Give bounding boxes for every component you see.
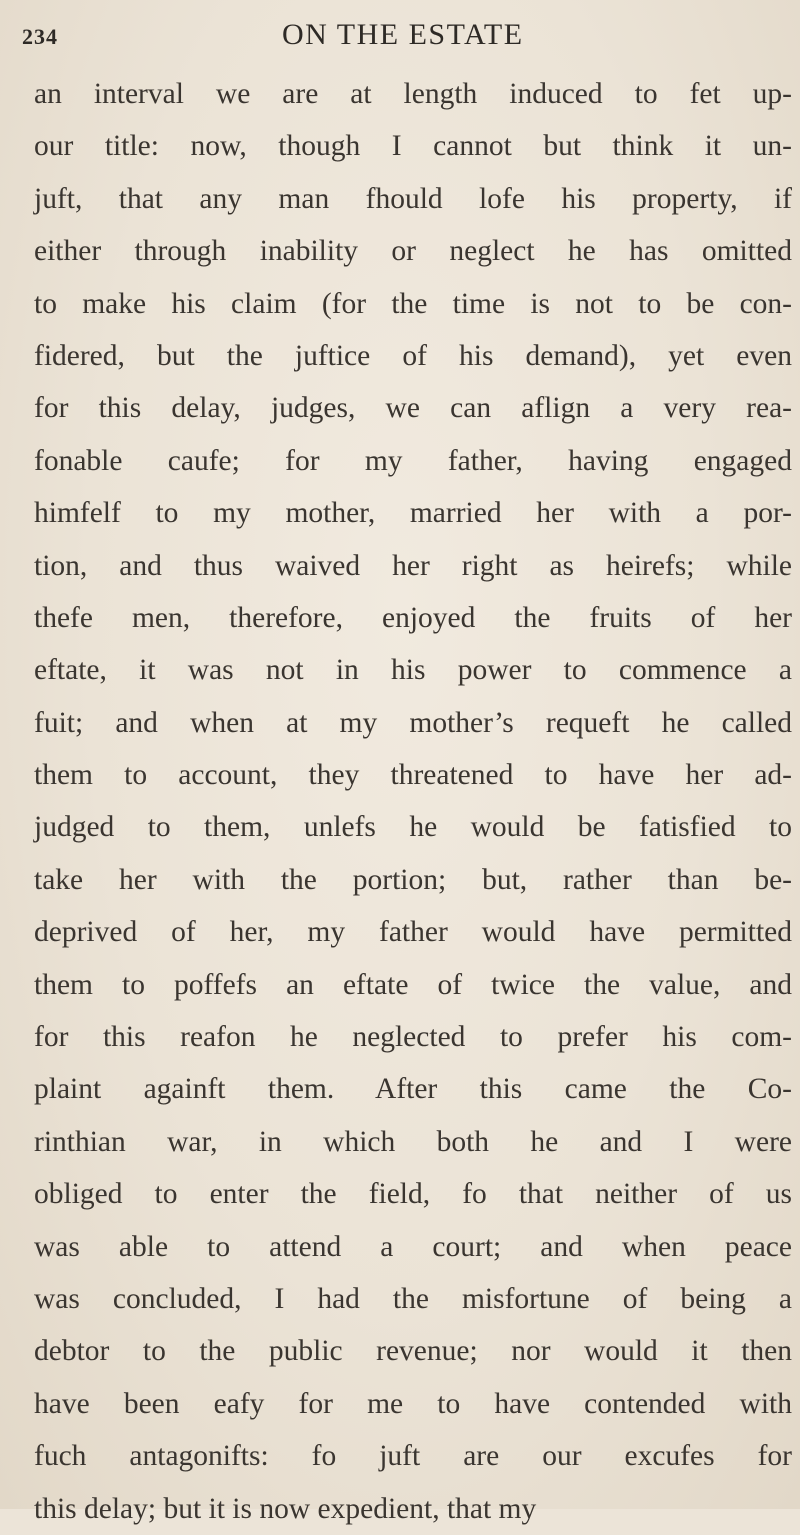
- text-line: judged to them, unlefs he would be fatisfied to: [34, 811, 792, 844]
- text-line: our title: now, though I cannot but think it un-: [34, 130, 792, 163]
- text-line: take her with the portion; but, rather than be-: [34, 863, 792, 896]
- text-line: plaint againft them. After this came the Co-: [34, 1073, 792, 1106]
- text-line: obliged to enter the field, fo that neither of us: [34, 1178, 792, 1211]
- text-line: debtor to the public revenue; nor would it then: [34, 1335, 792, 1368]
- text-line: juft, that any man fhould lofe his property, if: [34, 182, 792, 215]
- text-line: have been eafy for me to have contended with: [34, 1387, 792, 1420]
- text-line: fuch antagonifts: fo juft are our excufes for: [34, 1440, 792, 1473]
- text-line: fidered, but the juftice of his demand), yet even: [34, 339, 792, 372]
- page-header: [0, 18, 800, 58]
- text-line: this delay; but it is now expedient, that my: [34, 1492, 537, 1525]
- text-line: for this reafon he neglected to prefer his com-: [34, 1021, 792, 1054]
- text-line: an interval we are at length induced to fet up-: [34, 78, 792, 110]
- text-line: for this delay, judges, we can aflign a very rea-: [34, 392, 792, 425]
- text-line: them to poffefs an eftate of twice the value, and: [34, 968, 792, 1001]
- text-line: fuit; and when at my mother’s requeft he called: [34, 706, 792, 739]
- text-line: deprived of her, my father would have permitted: [34, 916, 792, 949]
- text-line: fonable caufe; for my father, having engaged: [34, 444, 792, 477]
- text-line: them to account, they threatened to have her ad-: [34, 759, 792, 792]
- page-number: 234: [22, 24, 58, 49]
- text-line: thefe men, therefore, enjoyed the fruits of her: [34, 601, 792, 634]
- text-line: himfelf to my mother, married her with a por-: [34, 497, 792, 530]
- running-head: ON THE ESTATE: [282, 18, 524, 51]
- text-line: eftate, it was not in his power to commence a: [34, 654, 792, 687]
- text-line: was able to attend a court; and when peace: [34, 1230, 792, 1263]
- text-line: either through inability or neglect he has omitted: [34, 235, 792, 268]
- text-line: was concluded, I had the misfortune of being a: [34, 1282, 792, 1315]
- body-text: [34, 68, 792, 1535]
- text-line: rinthian war, in which both he and I were: [34, 1125, 792, 1158]
- text-line: to make his claim (for the time is not to be con-: [34, 287, 792, 320]
- text-line: tion, and thus waived her right as heirefs; while: [34, 549, 792, 582]
